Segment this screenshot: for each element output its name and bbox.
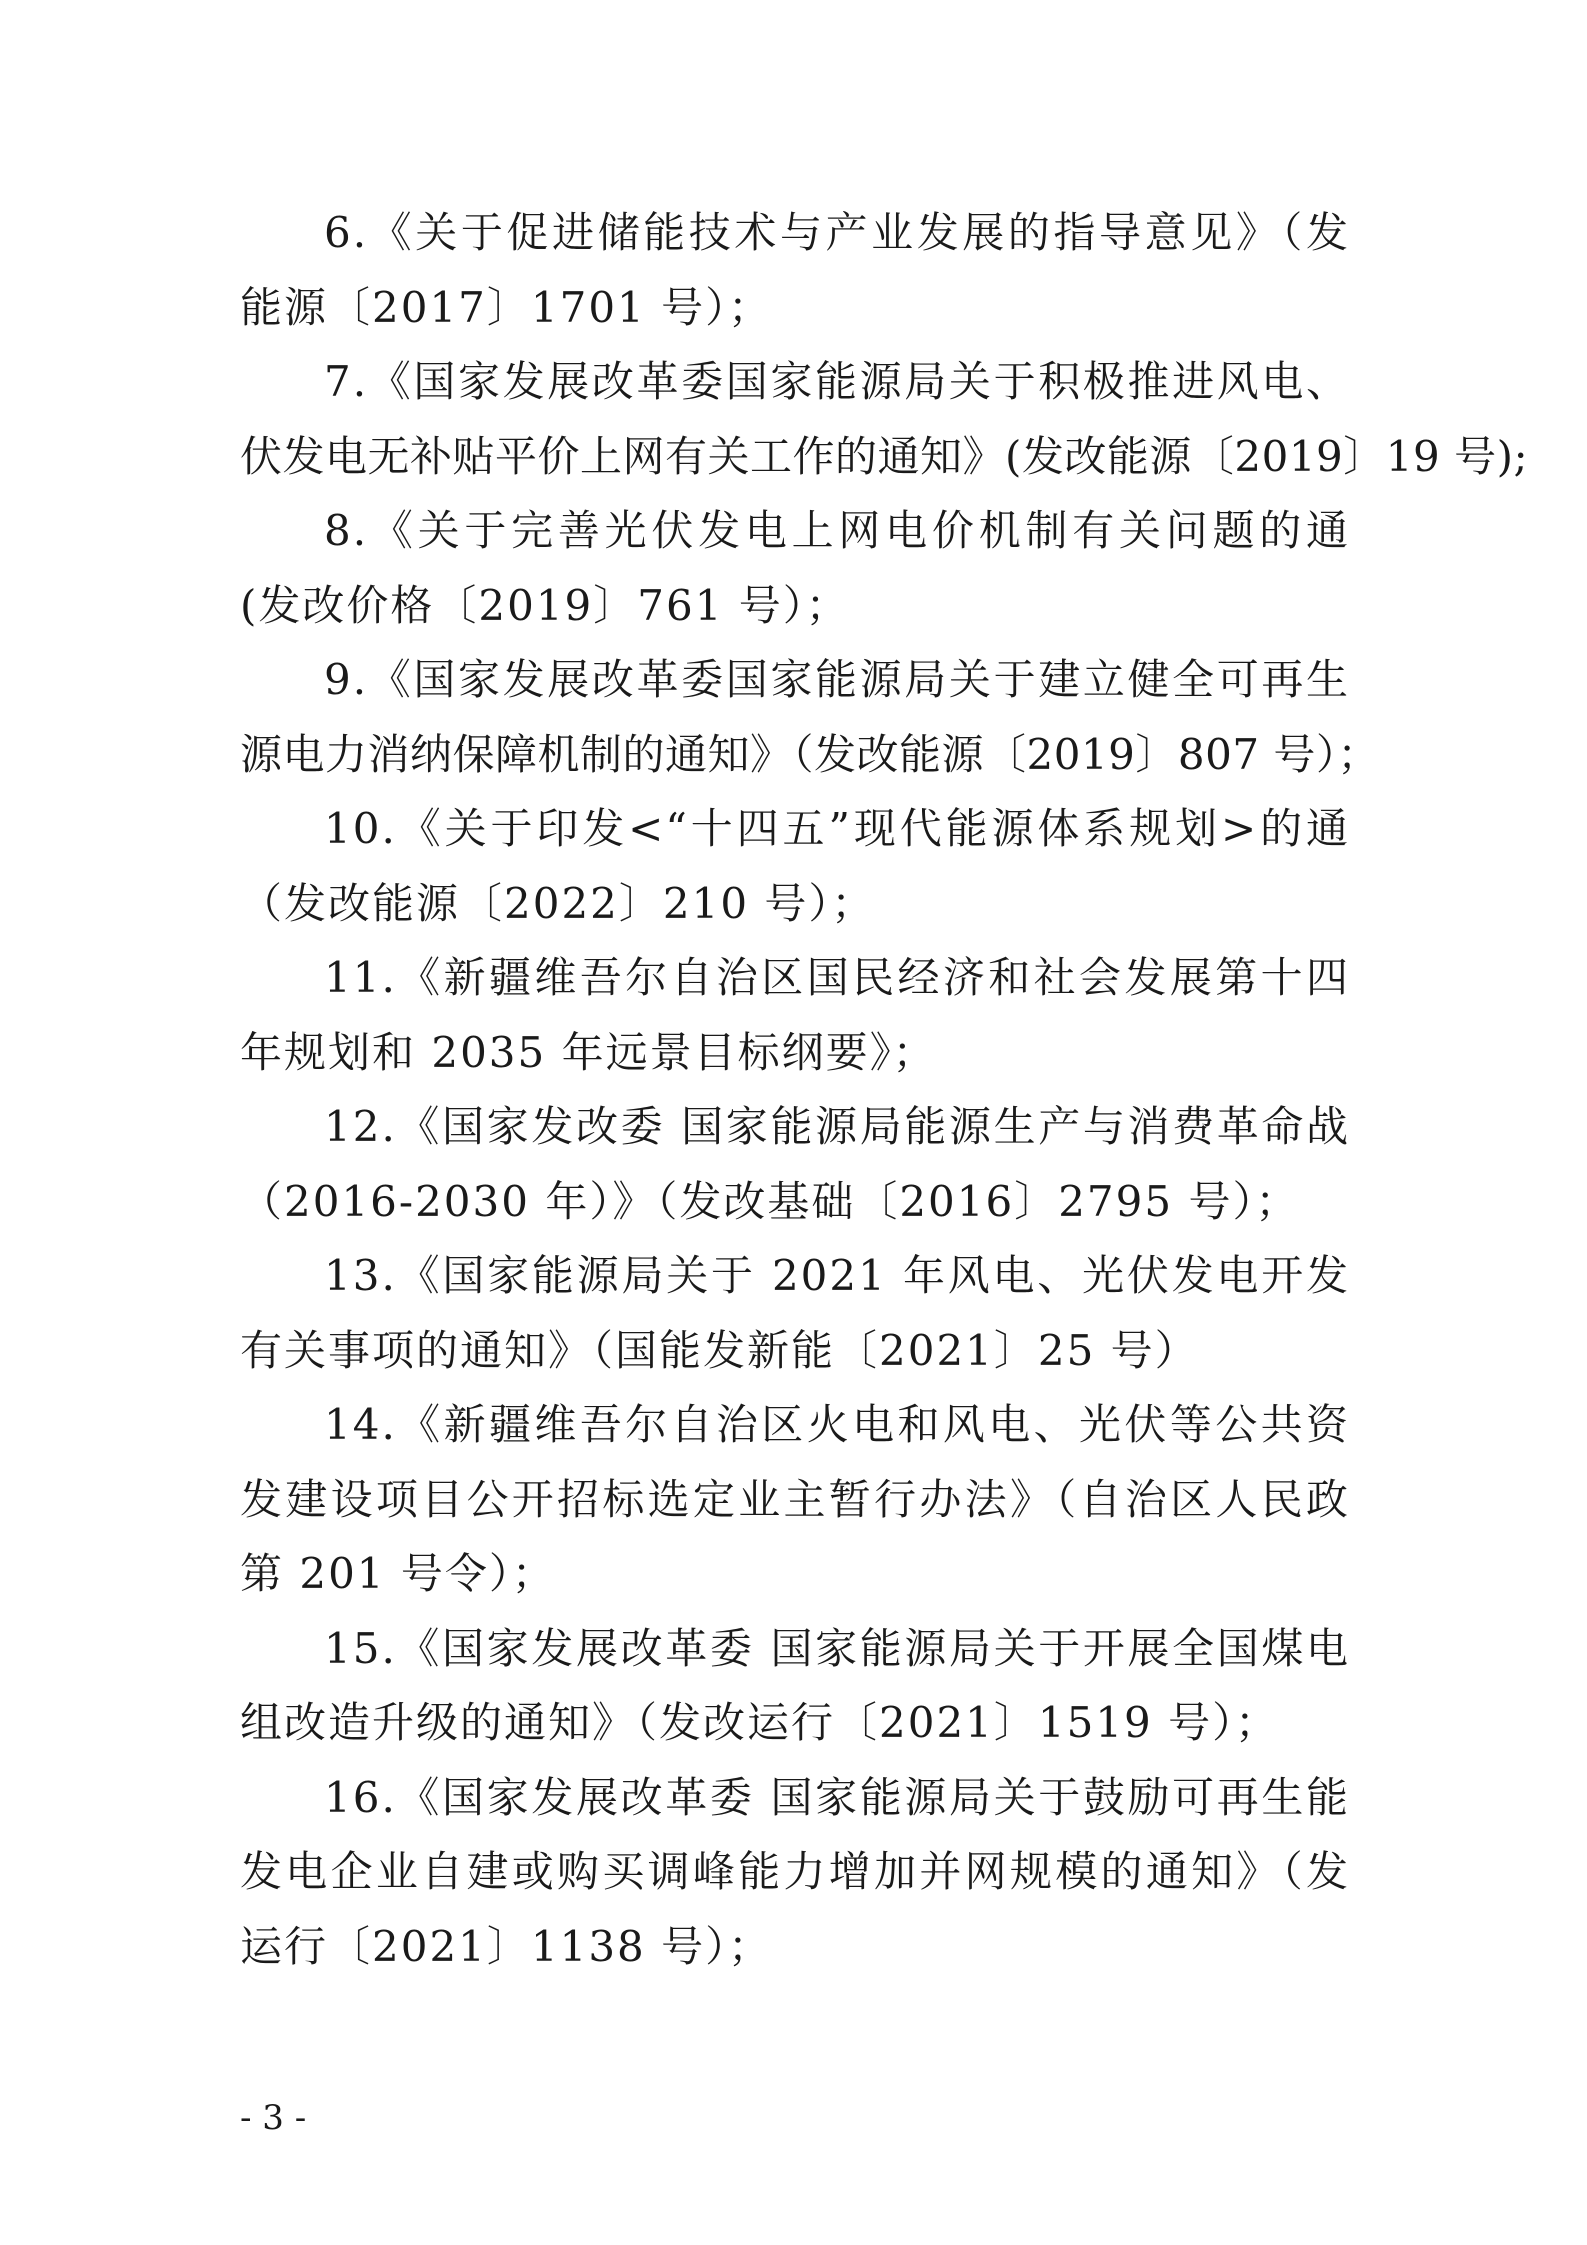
list-item-line: 13.《国家能源局关于 2021 年风电、光伏发电开发 [324,1251,1350,1300]
list-item-line: 7.《国家发展改革委国家能源局关于积极推进风电、 [324,357,1350,406]
reference-list [240,196,1529,1984]
list-item-line: 伏发电无补贴平价上网有关工作的通知》(发改能源〔2019〕19 号); [240,431,1529,481]
list-item-line: (发改价格〔2019〕761 号）； [240,580,850,630]
list-item-line: 源电力消纳保障机制的通知》（发改能源〔2019〕807 号）； [240,729,1380,779]
list-item [240,196,1350,345]
list-item-line: 10.《关于印发<“十四五”现代能源体系规划>的通 [324,804,1350,853]
list-item [240,643,1380,792]
list-item-line: 第 201 号令）； [240,1549,556,1598]
list-item-line: 发建设项目公开招标选定业主暂行办法》（自治区人民政 [240,1474,1350,1524]
list-item-line: 12.《国家发改委 国家能源局能源生产与消费革命战 [324,1102,1350,1151]
list-item-line: 组改造升级的通知》（发改运行〔2021〕1519 号）； [240,1698,1280,1747]
list-item-line: 16.《国家发展改革委 国家能源局关于鼓励可再生能 [324,1772,1350,1822]
list-item-line: 9.《国家发展改革委国家能源局关于建立健全可再生 [324,655,1350,704]
list-item [240,941,1350,1090]
list-item [240,792,1350,941]
page-number: - 3 - [240,2098,307,2138]
list-item-line: 发电企业自建或购买调峰能力增加并网规模的通知》（发 [240,1847,1350,1896]
list-item-line: 11.《新疆维吾尔自治区国民经济和社会发展第十四 [324,953,1350,1002]
list-item-line: （发改能源〔2022〕210 号）； [240,878,876,928]
list-item-line: 14.《新疆维吾尔自治区火电和风电、光伏等公共资 [324,1400,1350,1449]
list-item-line: 8.《关于完善光伏发电上网电价机制有关问题的通 [324,506,1350,555]
list-item-line: 15.《国家发展改革委 国家能源局关于开展全国煤电 [324,1623,1350,1673]
list-item [240,1612,1350,1761]
list-item [240,1761,1350,1985]
list-item [240,1090,1350,1239]
list-item-line: 能源〔2017〕1701 号）； [240,282,773,332]
list-item [240,345,1529,494]
list-item [240,494,1350,643]
list-item-line: 运行〔2021〕1138 号）； [240,1921,773,1971]
list-item-line: （2016-2030 年）》（发改基础〔2016〕2795 号）； [240,1176,1300,1226]
list-item-line: 年规划和 2035 年远景目标纲要》； [240,1027,937,1077]
list-item [240,1388,1350,1612]
list-item [240,1239,1350,1388]
list-item-line: 有关事项的通知》（国能发新能〔2021〕25 号） [240,1325,1199,1375]
list-item-line: 6.《关于促进储能技术与产业发展的指导意见》（发 [324,208,1350,257]
